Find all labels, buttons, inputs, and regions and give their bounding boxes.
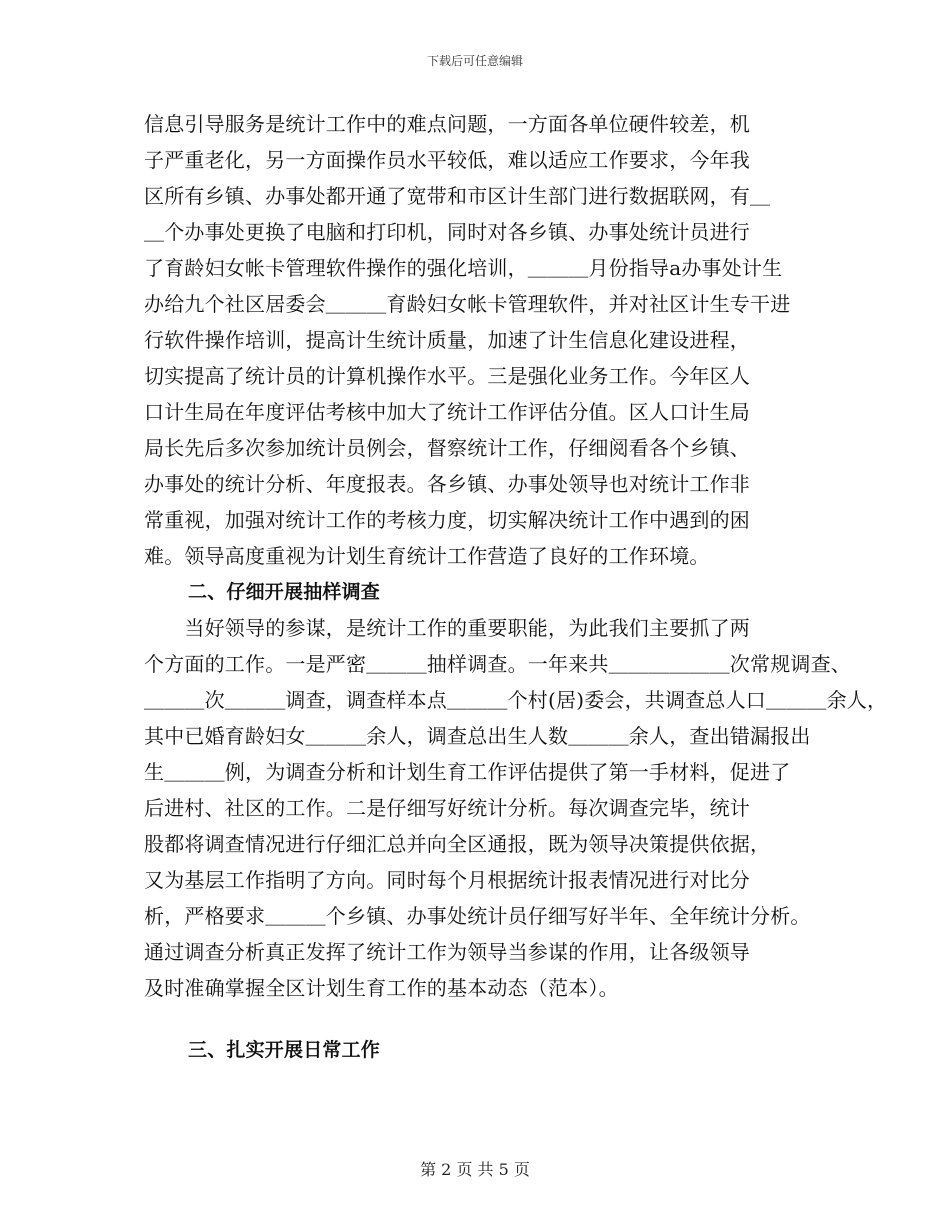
body-line: 区所有乡镇、办事处都开通了宽带和市区计生部门进行数据联网，有＿ (144, 184, 771, 208)
body-line: ＿个办事处更换了电脑和打印机，同时对各乡镇、办事处统计员进行 (144, 220, 750, 244)
body-line: 行软件操作培训，提高计生统计质量，加速了计生信息化建设进程， (144, 328, 750, 352)
body-line: 切实提高了统计员的计算机操作水平。三是强化业务工作。今年区人 (144, 364, 750, 388)
document-body (144, 106, 888, 1068)
body-line: 通过调查分析真正发挥了统计工作为领导当参谋的作用，让各级领导 (144, 940, 750, 964)
body-line: 了育龄妇女帐卡管理软件操作的强化培训，＿＿＿月份指导a办事处计生 (144, 256, 783, 280)
body-line: 当好领导的参谋，是统计工作的重要职能，为此我们主要抓了两 (144, 616, 750, 640)
body-line: 口计生局在年度评估考核中加大了统计工作评估分值。区人口计生局 (144, 400, 750, 424)
body-line: 其中已婚育龄妇女＿＿＿余人，调查总出生人数＿＿＿余人，查出错漏报出 (144, 724, 811, 748)
section-heading-2: 二、仔细开展抽样调查 (188, 581, 381, 603)
page-header-note: 下载后可任意编辑 (426, 54, 523, 68)
body-line: ＿＿＿次＿＿＿调查，调查样本点＿＿＿个村(居)委会，共调查总人口＿＿＿余人， (144, 688, 888, 712)
body-line: 又为基层工作指明了方向。同时每个月根据统计报表情况进行对比分 (144, 868, 750, 892)
body-line: 后进村、社区的工作。二是仔细写好统计分析。每次调查完毕，统计 (144, 796, 750, 820)
body-line: 信息引导服务是统计工作中的难点问题，一方面各单位硬件较差，机 (144, 112, 750, 136)
body-line: 局长先后多次参加统计员例会，督察统计工作，仔细阅看各个乡镇、 (144, 436, 750, 460)
section-heading-3: 三、扎实开展日常工作 (188, 1039, 381, 1061)
body-line: 子严重老化，另一方面操作员水平较低，难以适应工作要求，今年我 (144, 148, 750, 172)
body-line: 及时准确掌握全区计划生育工作的基本动态（范本）。 (144, 976, 619, 1000)
body-line: 办事处的统计分析、年度报表。各乡镇、办事处领导也对统计工作非 (144, 472, 750, 496)
body-line: 股都将调查情况进行仔细汇总并向全区通报，既为领导决策提供依据， (144, 832, 771, 856)
page-number: 第 2 页 共 5 页 (420, 1160, 530, 1179)
body-line: 个方面的工作。一是严密＿＿＿抽样调查。一年来共＿＿＿＿＿＿次常规调查、 (144, 652, 851, 676)
body-line: 办给九个社区居委会＿＿＿育龄妇女帐卡管理软件，并对社区计生专干进 (144, 292, 791, 316)
body-line: 析，严格要求＿＿＿个乡镇、办事处统计员仔细写好半年、全年统计分析。 (144, 904, 811, 928)
body-line: 常重视，加强对统计工作的考核力度，切实解决统计工作中遇到的困 (144, 508, 750, 532)
body-line: 难。领导高度重视为计划生育统计工作营造了良好的工作环境。 (144, 544, 710, 568)
body-line: 生＿＿＿例，为调查分析和计划生育工作评估提供了第一手材料，促进了 (144, 760, 791, 784)
